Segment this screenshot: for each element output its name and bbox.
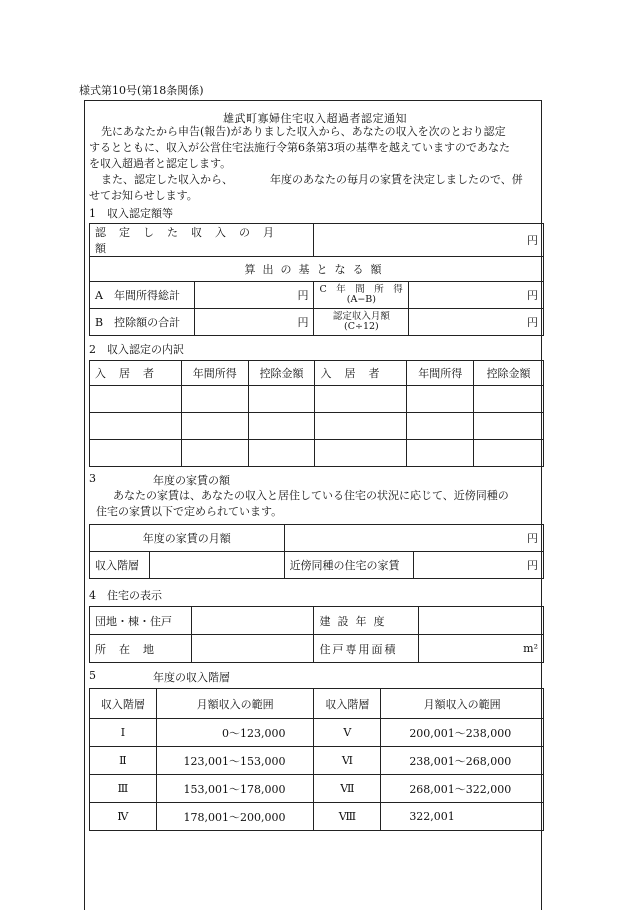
estate-label: 団地・棟・住戸 <box>90 607 192 635</box>
bracket-right: Ⅵ <box>314 747 381 775</box>
range-left: 0～123,000 <box>156 719 314 747</box>
range-right: 238,001～268,000 <box>381 747 544 775</box>
cell[interactable] <box>90 413 182 440</box>
table-row <box>90 386 544 413</box>
sec5-heading-num: 5 <box>89 669 96 682</box>
intro-line-3: を収入超過者と認定します。 <box>89 157 232 170</box>
range-right: 322,001 <box>381 803 544 831</box>
bracket-left: Ⅳ <box>90 803 157 831</box>
location-label: 所在地 <box>90 635 192 663</box>
cell[interactable] <box>315 386 407 413</box>
cell[interactable] <box>407 440 474 467</box>
monthly-rent-value[interactable]: 円 <box>284 525 543 552</box>
intro2-line-1a: また、認定した収入から、 <box>101 173 233 186</box>
cell[interactable] <box>315 440 407 467</box>
income-certification-table <box>89 223 544 336</box>
construction-year-value[interactable] <box>419 607 544 635</box>
cell[interactable] <box>90 440 182 467</box>
sec3-heading-num: 3 <box>89 472 96 485</box>
page-title: 雄武町寡婦住宅収入超過者認定通知 <box>223 112 407 125</box>
deduction-total-value[interactable]: 円 <box>194 309 314 336</box>
bracket-label: 収入階層 <box>90 552 150 579</box>
housing-table <box>89 606 544 663</box>
annual-income-total-label: A 年間所得総計 <box>90 282 195 309</box>
col-income-1: 年間所得 <box>181 361 248 386</box>
table-row <box>90 803 544 831</box>
bracket-right: Ⅴ <box>314 719 381 747</box>
range-left: 153,001～178,000 <box>156 775 314 803</box>
floor-area-value[interactable]: m² <box>419 635 544 663</box>
cell[interactable] <box>248 440 315 467</box>
range-left: 123,001～153,000 <box>156 747 314 775</box>
income-breakdown-table <box>89 360 544 467</box>
cell[interactable] <box>474 386 544 413</box>
cell[interactable] <box>407 413 474 440</box>
certified-monthly-label <box>314 309 409 336</box>
nearby-rent-value[interactable]: 円 <box>414 552 544 579</box>
annual-income-total-value[interactable]: 円 <box>194 282 314 309</box>
bracket-right: Ⅶ <box>314 775 381 803</box>
deduction-total-label: B 控除額の合計 <box>90 309 195 336</box>
col-deduction-1: 控除金額 <box>248 361 315 386</box>
rent-table <box>89 524 544 579</box>
sec3-desc-1: あなたの家賃は、あなたの収入と居住している住宅の状況に応じて、近傍同種の <box>113 489 509 502</box>
cell[interactable] <box>181 386 248 413</box>
cell[interactable] <box>315 413 407 440</box>
intro-line-2: するとともに、収入が公営住宅法施行令第6条第3項の基準を越えていますのであなた <box>89 141 510 154</box>
bracket-left: Ⅰ <box>90 719 157 747</box>
cell[interactable] <box>474 413 544 440</box>
bracket-left: Ⅲ <box>90 775 157 803</box>
range-right: 268,001～322,000 <box>381 775 544 803</box>
sec4-heading: 4 住宅の表示 <box>89 589 162 602</box>
annual-income-label <box>314 282 409 309</box>
col-bracket-right: 収入階層 <box>314 689 381 719</box>
floor-area-label: 住戸専用面積 <box>314 635 419 663</box>
bracket-right: Ⅷ <box>314 803 381 831</box>
monthly-income-value[interactable]: 円 <box>314 224 544 257</box>
sec3-desc-2: 住宅の家賃以下で定められています。 <box>96 505 283 518</box>
annual-income-label-top: C 年 間 所 得 <box>319 284 403 295</box>
construction-year-label: 建設年度 <box>314 607 419 635</box>
sec5-heading-text: 年度の収入階層 <box>153 671 230 684</box>
intro2-line-2: せてお知らせします。 <box>89 189 198 202</box>
income-bracket-table <box>89 688 544 831</box>
col-income-2: 年間所得 <box>407 361 474 386</box>
basis-heading: 算出の基となる額 <box>90 257 544 282</box>
sec3-heading-text: 年度の家賃の額 <box>153 474 230 487</box>
table-row <box>90 440 544 467</box>
annual-income-label-bottom: (A−B) <box>346 294 376 305</box>
cell[interactable] <box>181 413 248 440</box>
certified-monthly-label-bottom: (C÷12) <box>344 321 379 332</box>
col-deduction-2: 控除金額 <box>474 361 544 386</box>
intro2-line-1b: 年度のあなたの毎月の家賃を決定しましたので、併 <box>270 173 523 186</box>
table-row <box>90 747 544 775</box>
certified-monthly-label-top: 認定収入月額 <box>332 311 390 322</box>
bracket-value[interactable] <box>149 552 284 579</box>
nearby-rent-label: 近傍同種の住宅の家賃 <box>284 552 414 579</box>
cell[interactable] <box>248 413 315 440</box>
col-range-right: 月額収入の範囲 <box>381 689 544 719</box>
sec1-heading: 1 収入認定額等 <box>89 207 173 220</box>
range-left: 178,001～200,000 <box>156 803 314 831</box>
monthly-rent-label: 年度の家賃の月額 <box>90 525 285 552</box>
certified-monthly-value[interactable]: 円 <box>409 309 544 336</box>
annual-income-value[interactable]: 円 <box>409 282 544 309</box>
monthly-income-label: 認定した収入の月額 <box>90 224 314 257</box>
sec2-heading: 2 収入認定の内訳 <box>89 343 184 356</box>
location-value[interactable] <box>191 635 314 663</box>
col-resident-2: 入居者 <box>315 361 407 386</box>
intro-line-1: 先にあなたから申告(報告)がありました収入から、あなたの収入を次のとおり認定 <box>101 125 506 138</box>
table-row <box>90 413 544 440</box>
table-row <box>90 775 544 803</box>
cell[interactable] <box>407 386 474 413</box>
estate-value[interactable] <box>191 607 314 635</box>
form-number: 様式第10号(第18条関係) <box>79 84 204 97</box>
table-row <box>90 719 544 747</box>
col-resident-1: 入居者 <box>90 361 182 386</box>
col-range-left: 月額収入の範囲 <box>156 689 314 719</box>
col-bracket-left: 収入階層 <box>90 689 157 719</box>
cell[interactable] <box>474 440 544 467</box>
range-right: 200,001～238,000 <box>381 719 544 747</box>
cell[interactable] <box>248 386 315 413</box>
cell[interactable] <box>181 440 248 467</box>
cell[interactable] <box>90 386 182 413</box>
bracket-left: Ⅱ <box>90 747 157 775</box>
